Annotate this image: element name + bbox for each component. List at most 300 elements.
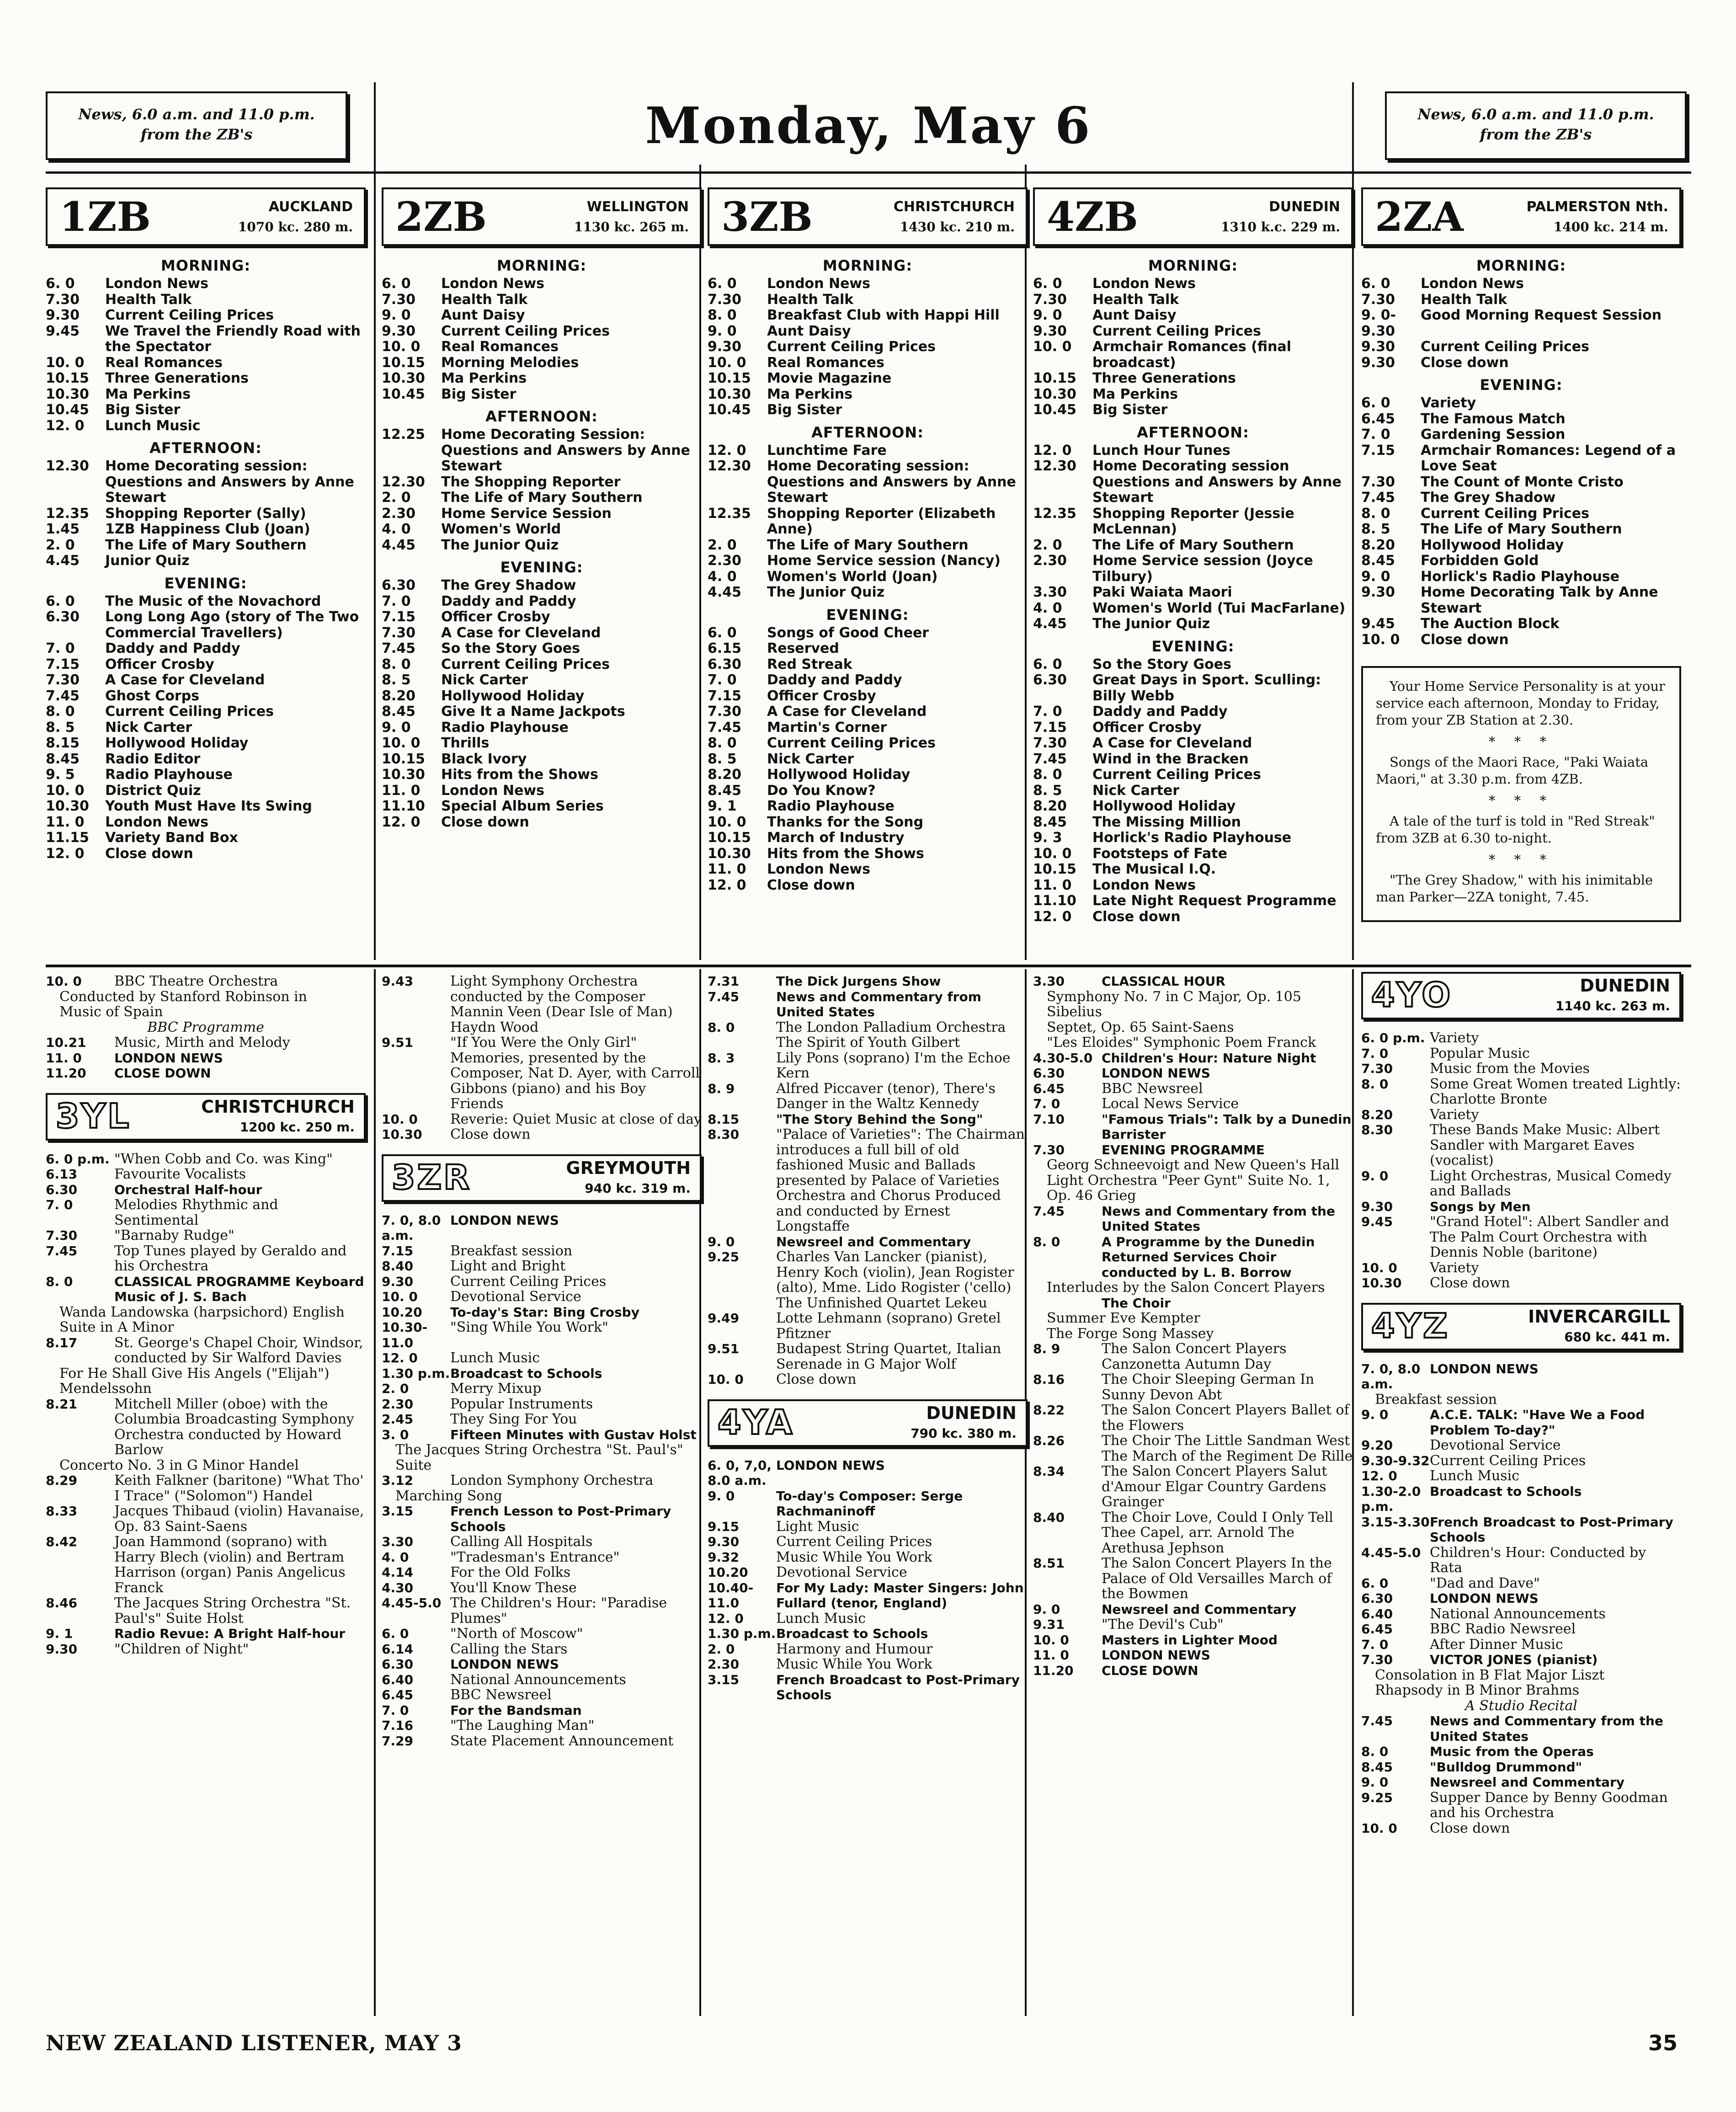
programme-row — [708, 276, 1028, 292]
programme-title: So the Story Goes — [1092, 656, 1231, 672]
programme-title: Home Service Session — [441, 505, 612, 522]
programme-title: Shopping Reporter (Elizabeth Anne) — [767, 505, 996, 537]
section-heading: AFTERNOON: — [149, 439, 262, 457]
programme-row — [708, 1372, 1028, 1387]
programme-time: 12.35 — [708, 505, 751, 522]
programme-title: Current Ceiling Prices — [1421, 505, 1589, 522]
programme-title: Horlick's Radio Playhouse — [1092, 830, 1292, 846]
programme-time: 12.30 — [708, 458, 751, 474]
programme-time: 8.20 — [1361, 1107, 1393, 1122]
programme-row — [46, 308, 366, 324]
programme-time: 7.30 — [1361, 474, 1395, 490]
programme-row — [382, 1580, 702, 1596]
programme-row — [1361, 1637, 1681, 1653]
programme-row — [1033, 878, 1353, 894]
programme-row — [1361, 490, 1681, 506]
programme-row — [382, 625, 702, 641]
schedule-column-4yo-4yz — [1361, 960, 1681, 1836]
programme-title: Lily Pons (soprano) I'm the Echoe Kern — [776, 1050, 1011, 1081]
programme-time: 12. 0 — [46, 845, 85, 862]
programme-time: 8. 0 — [1361, 505, 1390, 522]
programme-row — [46, 1167, 366, 1182]
programme-row — [46, 276, 366, 292]
programme-row — [46, 1504, 366, 1534]
programme-title: French Broadcast to Post-Primary Schools — [1430, 1514, 1673, 1545]
programme-row — [382, 752, 702, 768]
programme-row — [1033, 1464, 1353, 1510]
programme-time: 2. 0 — [382, 490, 411, 506]
programme-row — [708, 387, 1028, 403]
programme-time: 8.51 — [1033, 1556, 1065, 1571]
programme-row — [708, 752, 1028, 768]
programme-title: Variety — [1421, 395, 1476, 411]
programme-row — [1361, 1199, 1681, 1215]
programme-title: Daddy and Paddy — [105, 640, 240, 656]
programme-row — [46, 506, 366, 522]
programme-row — [1361, 427, 1681, 443]
programme-title: For the Old Folks — [450, 1564, 571, 1580]
programme-title: Hollywood Holiday — [441, 688, 585, 704]
programme-time: 4. 0 — [382, 1549, 409, 1565]
programme-time: 9.32 — [708, 1549, 740, 1565]
programme-time: 11.15 — [46, 830, 89, 846]
programme-detail: Concerto No. 3 in G Minor Handel — [59, 1457, 299, 1473]
programme-time: 9.45 — [46, 323, 80, 339]
programme-row — [708, 1626, 1028, 1642]
programme-time: 4.45 — [382, 537, 416, 553]
programme-time: 7.30 — [1033, 291, 1067, 308]
programme-time: 9.30 — [1361, 339, 1395, 355]
programme-title: Local News Service — [1102, 1096, 1239, 1112]
programme-time: 9.30-9.32 — [1361, 1453, 1430, 1468]
programme-time: 1.30-2.0 p.m. — [1361, 1483, 1421, 1514]
programme-time: 9.30 — [1361, 1199, 1393, 1214]
programme-time: 7.16 — [382, 1718, 414, 1733]
programme-row — [1033, 720, 1353, 736]
programme-row — [46, 1182, 366, 1198]
programme-time: 10.30 — [1033, 386, 1076, 402]
programme-time: 10. 0 — [382, 1111, 418, 1127]
programme-time: 10.21 — [46, 1035, 86, 1050]
programme-row — [382, 974, 702, 1035]
programme-row — [1033, 371, 1353, 387]
programme-time: 1.45 — [46, 521, 80, 537]
programme-row — [382, 1035, 702, 1112]
news-note-right: News, 6.0 a.m. and 11.0 p.m. from the ZB's — [1385, 91, 1687, 160]
programme-time: 6.30 — [382, 1657, 414, 1672]
programme-time: 9.45 — [1361, 616, 1395, 632]
programme-title: Devotional Service — [1430, 1437, 1561, 1453]
programme-row — [708, 657, 1028, 673]
section-heading: EVENING: — [1151, 637, 1235, 655]
programme-title: Current Ceiling Prices — [767, 735, 936, 751]
programme-title: BBC Theatre Orchestra — [114, 973, 278, 989]
programme-title: Children's Hour: Conducted by Rata — [1430, 1544, 1646, 1576]
programme-row — [1361, 632, 1681, 648]
programme-row — [708, 767, 1028, 783]
programme-title: The Missing Million — [1092, 814, 1241, 830]
programme-row — [1361, 1122, 1681, 1168]
programme-title: Home Service session (Nancy) — [767, 553, 1001, 569]
programme-time: 10.15 — [382, 751, 425, 767]
programme-time: 7. 0 — [1033, 1096, 1060, 1111]
programme-title: Health Talk — [105, 291, 192, 308]
programme-title: LONDON NEWS — [450, 1657, 559, 1672]
programme-row — [708, 1534, 1028, 1550]
programme-title: Joan Hammond (soprano) with Harry Blech (violin) and Bertram Harrison (organ) Panis Angelicus Franck — [114, 1534, 346, 1596]
programme-detail: Rhapsody in B Minor Brahms — [1375, 1682, 1580, 1698]
programme-time: 12. 0 — [1033, 908, 1072, 925]
programme-time: 7. 0 — [382, 593, 411, 609]
programme-row — [46, 1051, 366, 1066]
programme-time: 9. 1 — [46, 1626, 73, 1641]
programme-title: March of Industry — [767, 830, 905, 846]
programme-title: Current Ceiling Prices — [776, 1534, 932, 1550]
programme-time: 10.30 — [708, 845, 751, 862]
programme-time: 2. 0 — [708, 537, 737, 553]
programme-row — [708, 569, 1028, 585]
programme-title: The Salon Concert Players In the Palace of Old Versailles March of the Bowmen — [1102, 1555, 1332, 1602]
programme-detail: "Les Eloides" Symphonic Poem Franck — [1047, 1035, 1316, 1051]
programme-title: Hits from the Shows — [441, 767, 598, 783]
programme-title: State Placement Announcement — [450, 1733, 674, 1749]
programme-row — [46, 799, 366, 815]
programme-title: Lotte Lehmann (soprano) Gretel Pfitzner — [776, 1310, 1001, 1342]
programme-title: National Announcements — [1430, 1605, 1606, 1622]
programme-title: Real Romances — [105, 354, 223, 371]
programme-row — [708, 720, 1028, 736]
programme-row — [708, 402, 1028, 418]
programme-title: "The Devil's Cub" — [1102, 1616, 1224, 1632]
programme-title: Footsteps of Fate — [1092, 845, 1227, 862]
programme-row — [1361, 1744, 1681, 1760]
programme-time: 2. 0 — [382, 1381, 409, 1396]
programme-time: 9.30 — [708, 339, 742, 355]
programme-row — [1361, 1168, 1681, 1199]
programme-time: 10. 0 — [382, 1289, 418, 1304]
programme-time: 10. 0 — [382, 339, 421, 355]
programme-time: 6. 0 p.m. — [46, 1151, 110, 1167]
page-title: Monday, May 6 — [645, 96, 1092, 155]
programme-title: Do You Know? — [767, 782, 876, 799]
programme-title: The Jacques String Orchestra "St. Paul's" Suite Holst — [114, 1595, 351, 1627]
programme-row — [708, 1081, 1028, 1112]
programme-title: Popular Music — [1430, 1045, 1530, 1061]
programme-title: Newsreel and Commentary — [1430, 1775, 1625, 1790]
programme-title: Current Ceiling Prices — [441, 656, 610, 672]
programme-row — [708, 1458, 1028, 1488]
programme-time: 7.30 — [1033, 735, 1067, 751]
programme-row — [1033, 339, 1353, 371]
programme-title: A Case for Cleveland — [767, 704, 927, 720]
programme-row — [382, 490, 702, 506]
programme-title: A Case for Cleveland — [1092, 735, 1252, 751]
programme-time: 6. 0 p.m. — [1361, 1030, 1425, 1045]
programme-time: 3.30 — [382, 1534, 414, 1549]
programme-time: 11.20 — [1033, 1663, 1074, 1678]
programme-title: Close down — [1421, 631, 1509, 648]
programme-row — [382, 538, 702, 554]
programme-row — [1033, 585, 1353, 601]
programme-row — [1033, 1372, 1353, 1403]
programme-title: News and Commentary from the United States — [1430, 1713, 1663, 1744]
programme-title: Women's World — [441, 521, 561, 537]
programme-time: 10.15 — [708, 830, 751, 846]
programme-row — [382, 276, 702, 292]
programme-time: 4.45 — [46, 553, 80, 569]
programme-time: 9. 3 — [1033, 830, 1062, 846]
programme-time: 2.30 — [708, 553, 742, 569]
programme-title: Junior Quiz — [105, 553, 190, 569]
programme-title: Fifteen Minutes with Gustav Holst — [450, 1427, 697, 1442]
programme-detail: Wanda Landowska (harpsichord) English Suite in A Minor — [59, 1304, 345, 1335]
programme-time: 6.45 — [382, 1687, 414, 1702]
programme-time: 10. 0 — [708, 354, 746, 371]
programme-row — [1361, 1407, 1681, 1438]
programme-time: 10.40-11.0 — [708, 1580, 754, 1611]
programme-row — [1033, 1602, 1353, 1617]
programme-title: Ma Perkins — [767, 386, 853, 402]
programme-row — [382, 1733, 702, 1749]
programme-title: A.C.E. TALK: "Have We a Food Problem To-day?" — [1430, 1407, 1645, 1438]
programme-time: 11.10 — [1033, 893, 1076, 909]
programme-time: 6.30 — [382, 577, 416, 593]
section-heading: AFTERNOON: — [811, 423, 924, 441]
programme-row — [1033, 767, 1353, 783]
programme-title: Health Talk — [1421, 291, 1507, 308]
programme-row — [1033, 1234, 1353, 1280]
programme-title: Breakfast Club with Happi Hill — [767, 307, 1000, 323]
programme-time: 4. 0 — [708, 568, 737, 585]
programme-title: Music While You Work — [776, 1656, 932, 1672]
programme-time: 8. 5 — [382, 672, 411, 688]
station-city: DUNEDIN — [1268, 199, 1340, 215]
station-call-sign: 1ZB — [59, 193, 151, 240]
programme-row — [1361, 1606, 1681, 1622]
programme-title: London News — [105, 276, 208, 292]
programme-time: 8.45 — [708, 782, 742, 799]
programme-detail: Conducted by Stanford Robinson in — [59, 988, 307, 1005]
programme-time: 8.20 — [1033, 798, 1067, 814]
programme-time: 7.30 — [1361, 291, 1395, 308]
programme-time: 11. 0 — [1033, 877, 1072, 893]
section-heading: EVENING: — [826, 606, 909, 624]
programme-time: 9. 0 — [1361, 1775, 1389, 1790]
programme-time: 2. 0 — [1033, 537, 1062, 553]
programme-title: Health Talk — [1092, 291, 1179, 308]
programme-title: The Salon Concert Players Canzonetta Autumn Day — [1102, 1341, 1287, 1372]
programme-row — [1033, 1617, 1353, 1632]
programme-time: 7. 0 — [1033, 704, 1062, 720]
programme-title: Current Ceiling Prices — [1092, 767, 1261, 783]
programme-row — [46, 402, 366, 418]
section-heading: AFTERNOON: — [485, 408, 598, 425]
programme-title: Some Great Women treated Lightly: Charlotte Bronte — [1430, 1076, 1681, 1107]
programme-time: 9. 0-9.30 — [1361, 307, 1396, 339]
programme-detail: Septet, Op. 65 Saint-Saens — [1047, 1019, 1234, 1035]
programme-title: LONDON NEWS — [776, 1457, 885, 1473]
programme-time: 8.45 — [1361, 1759, 1393, 1775]
programme-title: Lunch Music — [1430, 1468, 1520, 1484]
programme-row — [46, 355, 366, 371]
programme-title: Home Decorating Session: Questions and Answers by Anne Stewart — [441, 427, 690, 474]
programme-title: Ma Perkins — [441, 370, 527, 386]
programme-time: 9.30 — [1033, 323, 1067, 339]
programme-row — [1361, 1275, 1681, 1291]
programme-time: 10.15 — [46, 370, 89, 386]
programme-row — [1033, 909, 1353, 925]
programme-row — [1361, 1077, 1681, 1107]
programme-title: "When Cobb and Co. was King" — [114, 1151, 333, 1167]
programme-row — [46, 846, 366, 862]
programme-row — [1033, 292, 1353, 308]
programme-time: 10.15 — [382, 354, 425, 371]
programme-title: The Choir Love, Could I Only Tell Thee Capel, arr. Arnold The Arethusa Jephson — [1102, 1509, 1333, 1556]
programme-title: Broadcast to Schools — [450, 1365, 602, 1381]
programme-time: 8.34 — [1033, 1464, 1065, 1479]
programme-title: "Grand Hotel": Albert Sandler and The Palm Court Orchestra with Dennis Noble (baritone) — [1430, 1214, 1669, 1260]
programme-row — [1361, 443, 1681, 475]
programme-title: St. George's Chapel Choir, Windsor, conducted by Sir Walford Davies — [114, 1334, 363, 1366]
programme-row — [708, 1311, 1028, 1341]
programme-row — [708, 672, 1028, 688]
programme-row — [1361, 1545, 1681, 1576]
programme-title: The Life of Mary Southern — [441, 490, 643, 506]
station-city: AUCKLAND — [268, 199, 353, 215]
programme-row — [382, 1473, 702, 1488]
programme-title: Popular Instruments — [450, 1396, 593, 1412]
programme-title: Radio Revue: A Bright Half-hour — [114, 1626, 346, 1641]
schedule-column-4ya — [708, 974, 1028, 1703]
programme-row — [382, 506, 702, 522]
programme-row — [708, 585, 1028, 601]
programme-row — [1033, 704, 1353, 720]
programme-title: Variety Band Box — [105, 830, 238, 846]
programme-title: The Choir — [1102, 1295, 1171, 1311]
programme-title: The Children's Hour: "Paradise Plumes" — [450, 1595, 667, 1627]
programme-row — [382, 1350, 702, 1366]
programme-title: CLASSICAL HOUR — [1102, 974, 1225, 989]
programme-row — [1361, 1468, 1681, 1484]
schedule-column-4ya-evening — [1033, 974, 1353, 1678]
programme-time: 10.20 — [382, 1304, 422, 1320]
programme-time: 2. 0 — [46, 537, 75, 553]
programme-title: LONDON NEWS — [1102, 1648, 1210, 1663]
programme-row — [708, 1112, 1028, 1127]
programme-time: 3. 0 — [382, 1427, 409, 1442]
programme-row — [382, 1397, 702, 1412]
programme-title: Thanks for the Song — [767, 814, 924, 830]
programme-row — [1033, 1051, 1353, 1066]
programme-time: 8.29 — [46, 1473, 78, 1488]
programme-row — [1361, 355, 1681, 371]
programme-time: 12.30 — [382, 474, 425, 490]
programme-time: 8. 5 — [708, 751, 737, 767]
programme-time: 10.15 — [708, 370, 751, 386]
programme-title: BBC Newsreel — [1102, 1080, 1203, 1097]
programme-time: 7.30 — [382, 624, 416, 641]
programme-row — [708, 1550, 1028, 1565]
programme-row — [382, 783, 702, 799]
programme-time: 7.15 — [1361, 442, 1395, 459]
programme-title: CLOSE DOWN — [1102, 1663, 1198, 1678]
programme-row — [708, 830, 1028, 846]
programme-time: 10.20 — [708, 1565, 748, 1580]
programme-row — [708, 1249, 1028, 1311]
programme-title: Budapest String Quartet, Italian Serenade in G Major Wolf — [776, 1341, 1001, 1372]
programme-title: Devotional Service — [776, 1564, 907, 1580]
programme-title: The Life of Mary Southern — [105, 537, 307, 553]
programme-title: Nick Carter — [441, 672, 528, 688]
programme-row — [382, 672, 702, 688]
programme-row — [708, 815, 1028, 831]
programme-row — [1033, 1066, 1353, 1081]
programme-time: 11.20 — [46, 1066, 86, 1081]
programme-time: 7.45 — [1033, 1203, 1065, 1219]
programme-time: 9.43 — [382, 974, 414, 989]
programme-time: 8. 0 — [1033, 1234, 1060, 1249]
programme-row — [708, 974, 1028, 989]
programme-time: 10.30 — [382, 370, 425, 386]
programme-title: Close down — [105, 845, 193, 862]
programme-time: 12.25 — [382, 427, 425, 443]
programme-time: 7.45 — [46, 688, 80, 704]
programme-row — [1361, 1030, 1681, 1046]
programme-time: 6.30 — [46, 1182, 78, 1197]
programme-title: Current Ceiling Prices — [105, 704, 274, 720]
programme-title: Music While You Work — [776, 1549, 932, 1565]
programme-row — [1033, 1648, 1353, 1663]
programme-row — [708, 688, 1028, 704]
programme-title: The Music of the Novachord — [105, 593, 321, 609]
programme-title: The Salon Concert Players Salut d'Amour Elgar Country Gardens Grainger — [1102, 1463, 1327, 1510]
programme-time: 6.40 — [1361, 1606, 1393, 1621]
programme-time: 7. 0 — [1361, 427, 1390, 443]
programme-title: Special Album Series — [441, 798, 604, 814]
station-column-2za — [1361, 187, 1681, 922]
programme-title: Wind in the Bracken — [1092, 751, 1249, 767]
programme-title: French Lesson to Post-Primary Schools — [450, 1504, 671, 1534]
newspaper-page — [46, 82, 1691, 2071]
programme-note: BBC Programme — [147, 1019, 264, 1035]
station-header-1zb — [46, 187, 366, 246]
programme-row — [708, 1565, 1028, 1580]
programme-time: 12. 0 — [1033, 442, 1072, 459]
programme-time: 9.30 — [1361, 354, 1395, 371]
programme-title: "The Story Behind the Song" — [776, 1111, 983, 1127]
programme-row — [1033, 1296, 1353, 1311]
programme-time: 7.30 — [46, 672, 80, 688]
programme-time: 9. 0 — [1033, 307, 1062, 323]
programme-row — [1033, 736, 1353, 752]
programme-time: 6.30 — [1033, 1066, 1065, 1081]
programme-row — [1361, 1790, 1681, 1821]
programme-title: Three Generations — [1092, 370, 1236, 386]
programme-time: 8. 0 — [1033, 767, 1062, 783]
programme-title: Breakfast session — [450, 1243, 573, 1259]
programme-row — [382, 815, 702, 831]
programme-time: 8. 5 — [1033, 782, 1062, 799]
programme-time: 10.30 — [708, 386, 751, 402]
section-heading: MORNING: — [822, 257, 913, 274]
station-frequency: 1310 k.c. 229 m. — [1221, 219, 1340, 235]
programme-title: Women's World (Joan) — [767, 568, 938, 585]
programme-title: Close down — [767, 877, 855, 893]
programme-row — [1033, 616, 1353, 632]
programme-time: 9.30 — [46, 307, 80, 323]
programme-row — [1361, 1821, 1681, 1836]
programme-title: Officer Crosby — [767, 688, 876, 704]
